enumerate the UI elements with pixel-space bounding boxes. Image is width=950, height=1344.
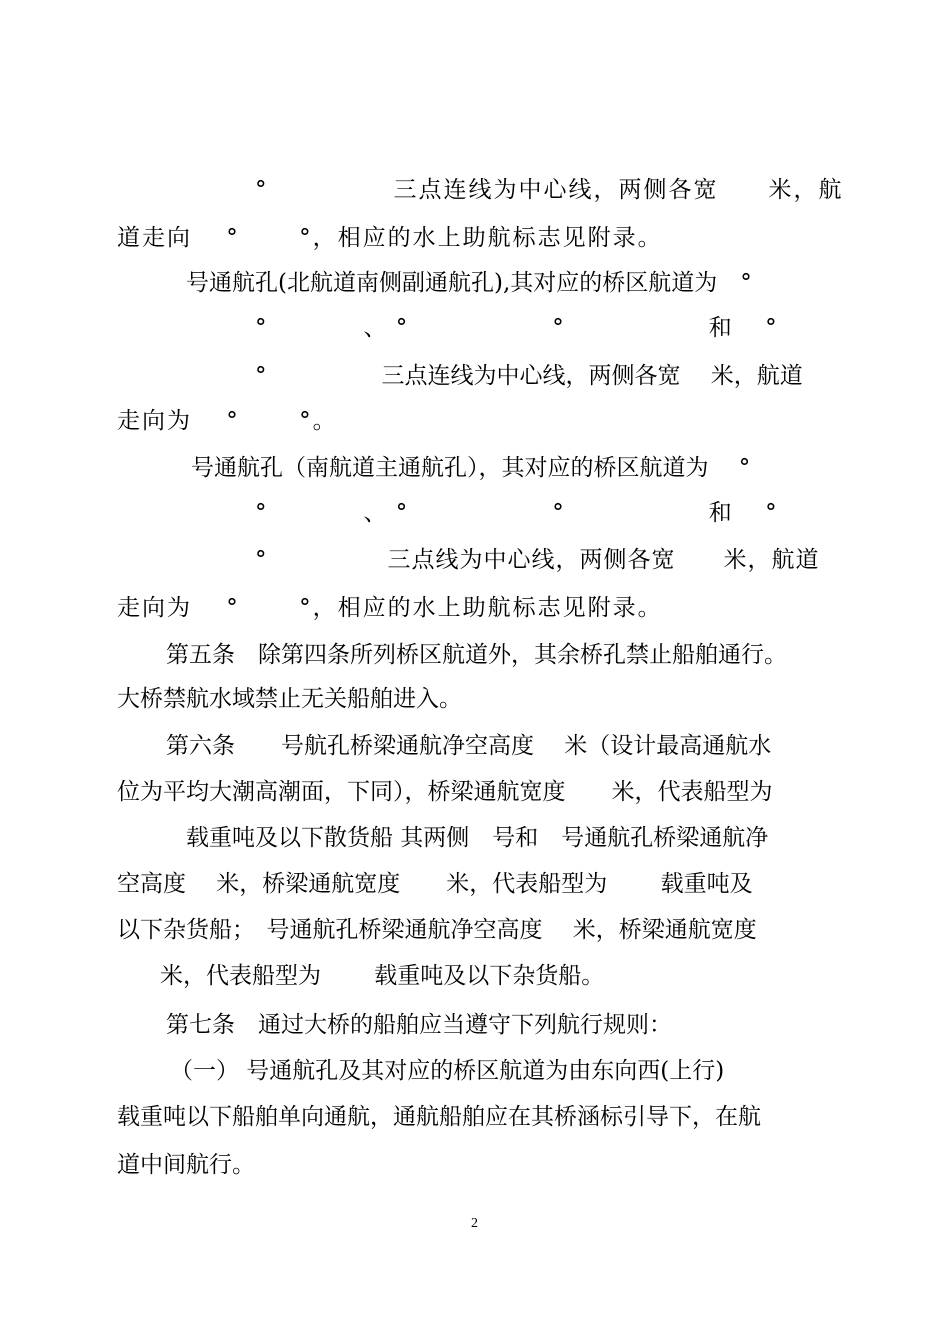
text-line-8: ° 、 ° ° 和 ° — [255, 500, 778, 526]
text-line-15: 载重吨及以下散货船 其两侧 号和 号通航孔桥梁通航净 — [186, 825, 769, 851]
text-line-12: 大桥禁航水域禁止无关船舶进入。 — [117, 686, 462, 712]
text-line-16: 空高度 米，桥梁通航宽度 米，代表船型为 载重吨及 — [117, 871, 753, 897]
text-line-9: ° 三点线为中心线，两侧各宽 米，航道 — [255, 547, 820, 573]
text-line-7: 号通航孔（南航道主通航孔），其对应的桥区航道为 ° — [191, 455, 751, 481]
text-line-14: 位为平均大潮高潮面，下同），桥梁通航宽度 米，代表船型为 — [117, 779, 773, 805]
text-line-4: ° 、 ° ° 和 ° — [255, 315, 778, 341]
text-line-11: 第五条 除第四条所列桥区航道外，其余桥孔禁止船舶通行。 — [166, 642, 787, 668]
text-line-22: 道中间航行。 — [117, 1152, 255, 1178]
text-line-13: 第六条 号航孔桥梁通航净空高度 米（设计最高通航水 — [166, 733, 772, 759]
text-line-19: 第七条 通过大桥的船舶应当遵守下列航行规则： — [166, 1012, 672, 1038]
page-number: 2 — [471, 1216, 478, 1231]
text-line-20: （一） 号通航孔及其对应的桥区航道为由东向西(上行) — [170, 1058, 725, 1084]
text-line-17: 以下杂货船； 号通航孔桥梁通航净空高度 米，桥梁通航宽度 — [117, 917, 757, 943]
text-line-3: 号通航孔(北航道南侧副通航孔),其对应的桥区航道为 ° — [186, 270, 752, 296]
text-line-21: 载重吨以下船舶单向通航，通航船舶应在其桥涵标引导下，在航 — [117, 1104, 761, 1130]
text-line-2: 道走向 ° °，相应的水上助航标志见附录。 — [117, 225, 663, 251]
text-line-18: 米，代表船型为 载重吨及以下杂货船。 — [160, 963, 605, 989]
text-line-5: ° 三点连线为中心线，两侧各宽 米，航道 — [255, 363, 803, 389]
text-line-1: ° 三点连线为中心线，两侧各宽 米，航 — [255, 177, 844, 203]
text-line-6: 走向为 ° °。 — [117, 408, 338, 434]
text-line-10: 走向为 ° °，相应的水上助航标志见附录。 — [117, 595, 663, 621]
